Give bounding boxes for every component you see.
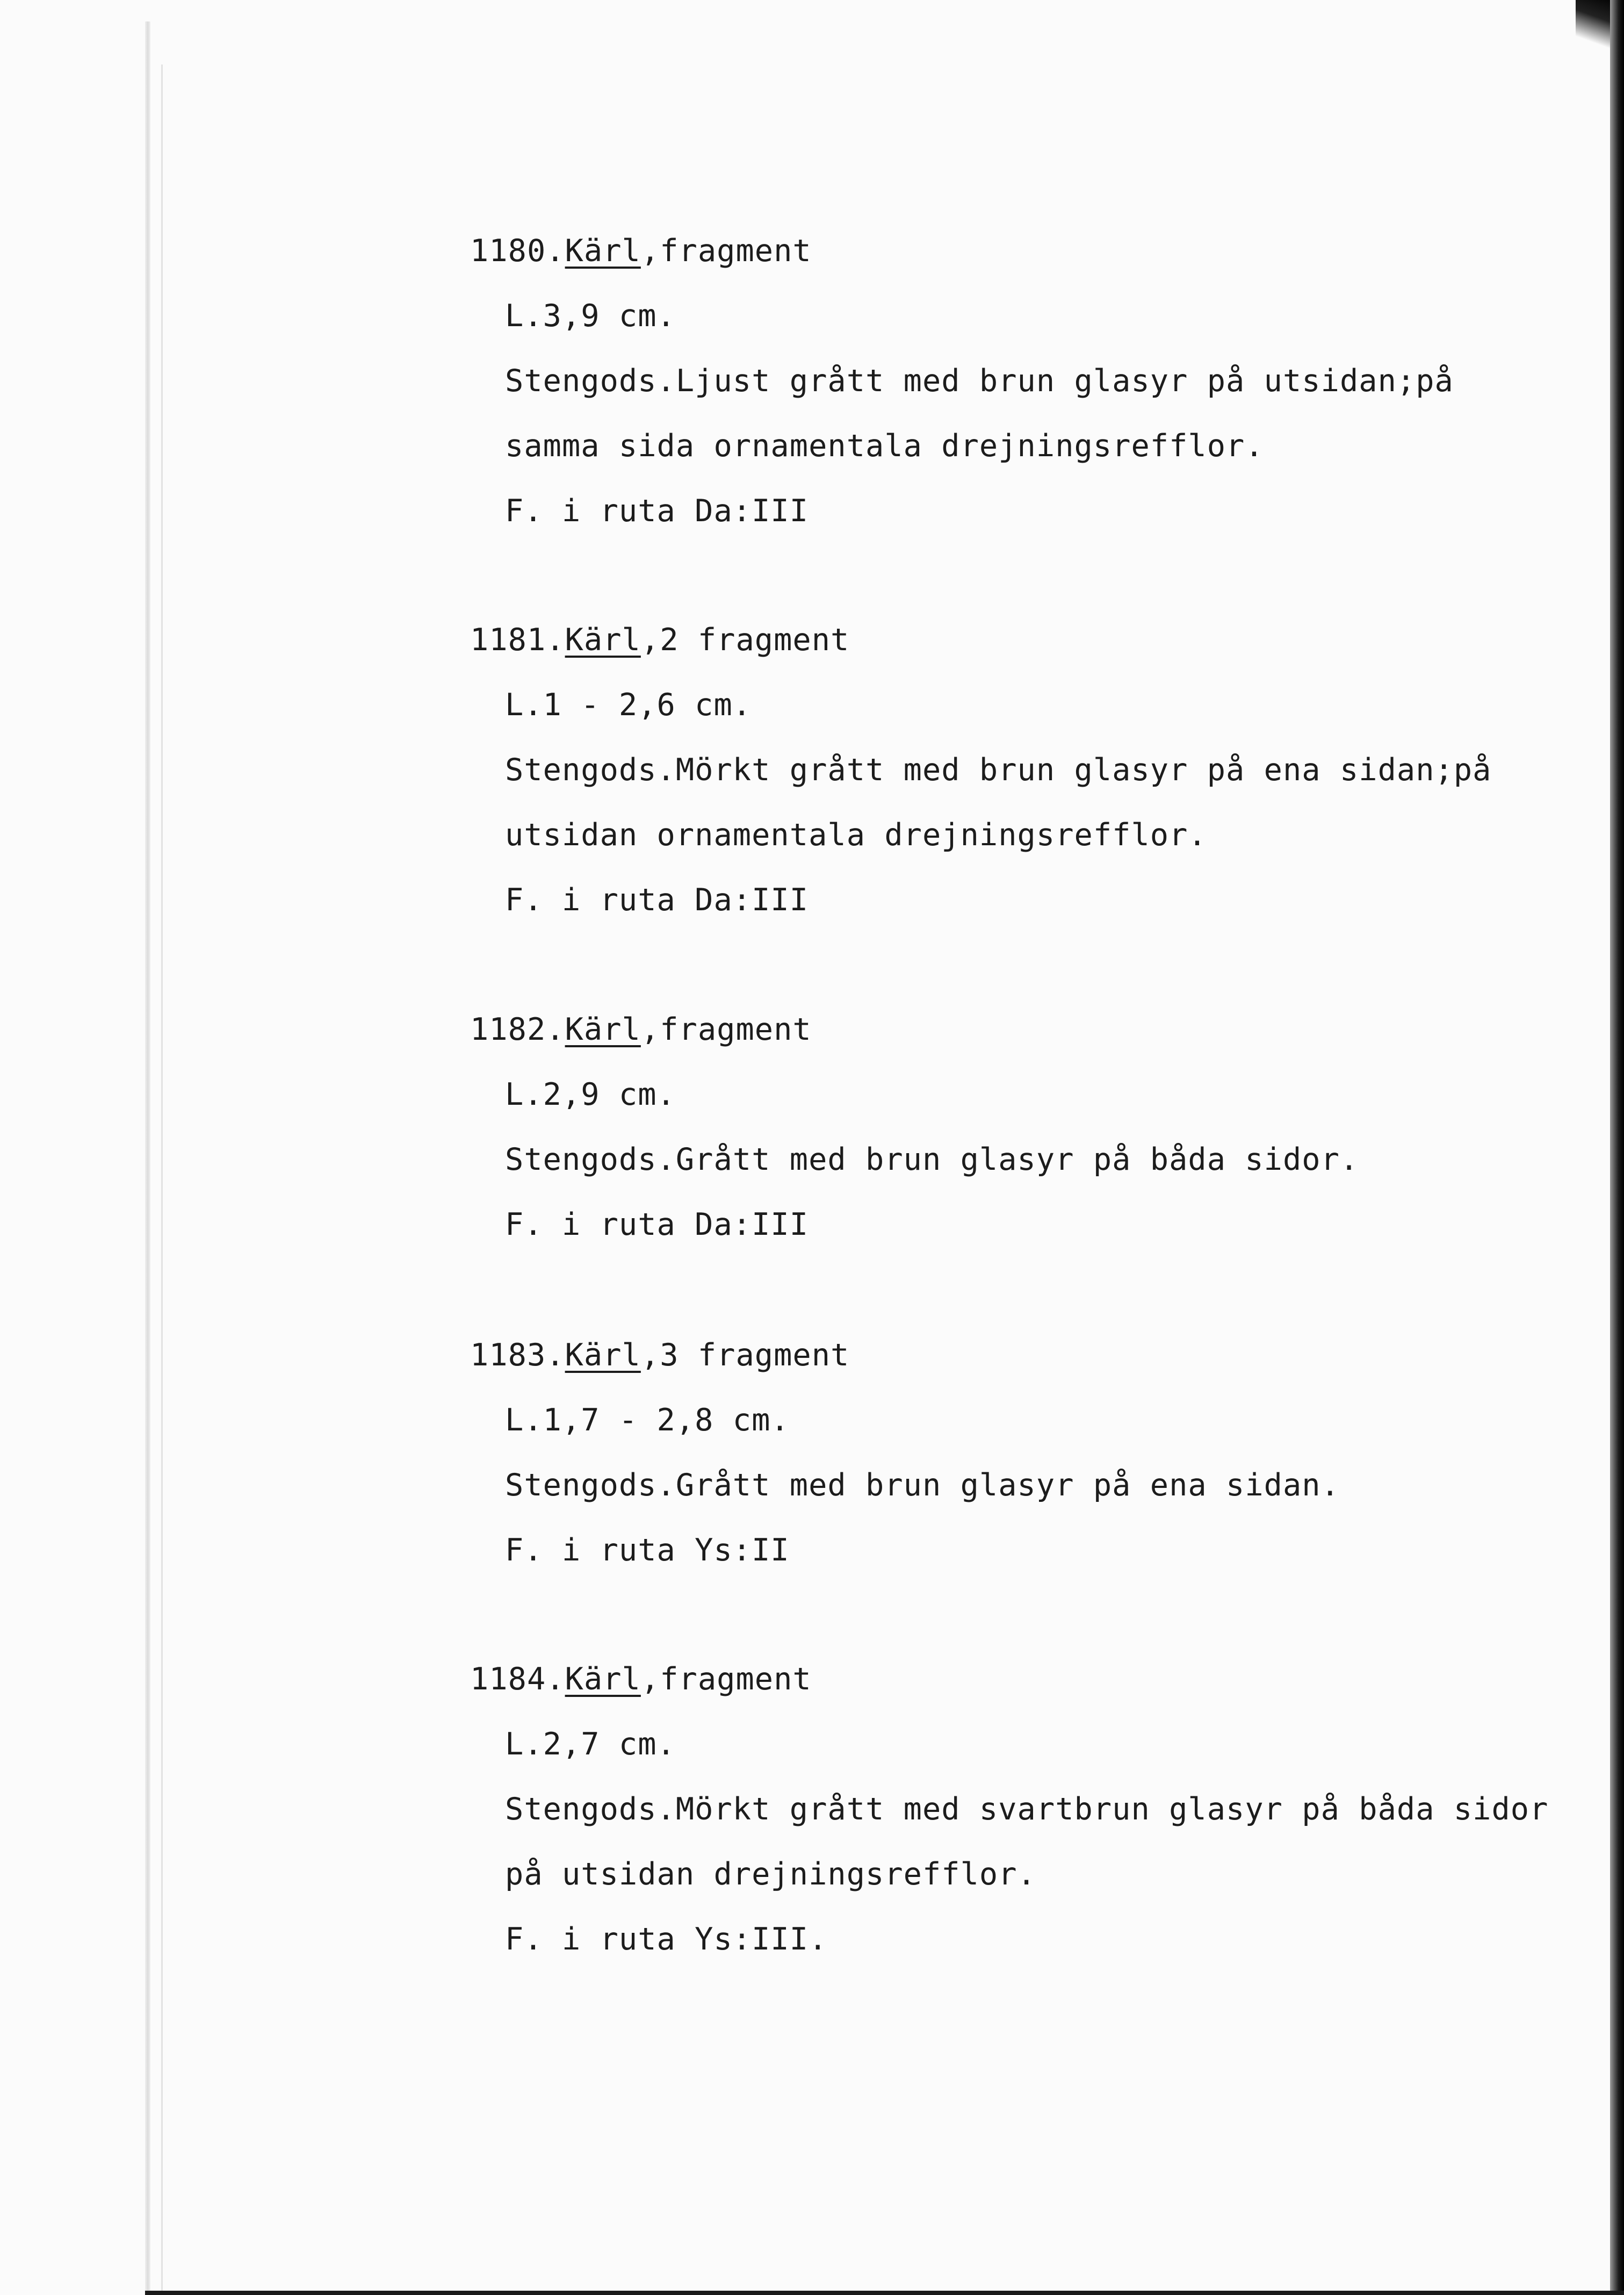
entry-heading bbox=[470, 1647, 1624, 1712]
entry-heading-rest: ,3 fragment bbox=[640, 1337, 850, 1373]
entry-title: Kärl bbox=[565, 1337, 641, 1373]
entry-location: F. i ruta Da:III bbox=[505, 493, 809, 529]
entry-location: F. i ruta Ys:II bbox=[505, 1533, 790, 1568]
entry-heading-rest: ,fragment bbox=[640, 1661, 812, 1697]
entry-length: L.1,7 - 2,8 cm. bbox=[505, 1402, 790, 1438]
entry-description: Stengods.Mörkt grått med brun glasyr på ena sidan;på bbox=[505, 752, 1492, 788]
entry-number: 1180. bbox=[470, 233, 565, 269]
entry-location: F. i ruta Ys:III. bbox=[505, 1922, 828, 1957]
entry-length: L.3,9 cm. bbox=[505, 298, 676, 334]
catalog-entry bbox=[470, 608, 1624, 933]
entry-heading bbox=[470, 219, 1624, 284]
entry-location: F. i ruta Da:III bbox=[505, 882, 809, 918]
entry-description: Stengods.Grått med brun glasyr på båda sidor. bbox=[505, 1142, 1359, 1177]
entry-description: Stengods.Ljust grått med brun glasyr på utsidan;på bbox=[505, 363, 1454, 399]
entry-title: Kärl bbox=[565, 622, 641, 658]
entry-description: Stengods.Mörkt grått med svartbrun glasyr på båda sidor bbox=[505, 1792, 1549, 1827]
entry-number: 1183. bbox=[470, 1337, 565, 1373]
entry-number: 1184. bbox=[470, 1661, 565, 1697]
catalog-entry bbox=[470, 997, 1624, 1257]
entry-number: 1182. bbox=[470, 1012, 565, 1047]
entry-heading-rest: ,2 fragment bbox=[640, 622, 850, 658]
entry-description-continued: utsidan ornamentala drejningsrefflor. bbox=[505, 817, 1207, 853]
entry-length: L.2,7 cm. bbox=[505, 1726, 676, 1762]
entry-description: Stengods.Grått med brun glasyr på ena sidan. bbox=[505, 1467, 1340, 1503]
entry-title: Kärl bbox=[565, 233, 641, 269]
binding-line bbox=[161, 64, 163, 2294]
entry-heading-rest: ,fragment bbox=[640, 233, 812, 269]
entry-number: 1181. bbox=[470, 622, 565, 658]
entry-description-continued: på utsidan drejningsrefflor. bbox=[505, 1857, 1036, 1892]
entry-length: L.2,9 cm. bbox=[505, 1077, 676, 1112]
entry-description-continued: samma sida ornamentala drejningsrefflor. bbox=[505, 428, 1264, 464]
entry-heading bbox=[470, 1323, 1624, 1388]
entry-title: Kärl bbox=[565, 1661, 641, 1697]
binding-edge bbox=[145, 21, 150, 2295]
catalog-entry bbox=[470, 219, 1624, 544]
entry-location: F. i ruta Da:III bbox=[505, 1207, 809, 1242]
catalog-entry bbox=[470, 1647, 1624, 1972]
page-bottom-edge bbox=[145, 2291, 1624, 2295]
entry-heading bbox=[470, 997, 1624, 1062]
entry-title: Kärl bbox=[565, 1012, 641, 1047]
entry-heading-rest: ,fragment bbox=[640, 1012, 812, 1047]
entry-heading bbox=[470, 608, 1624, 673]
catalog-entry bbox=[470, 1323, 1624, 1583]
entry-length: L.1 - 2,6 cm. bbox=[505, 687, 752, 723]
